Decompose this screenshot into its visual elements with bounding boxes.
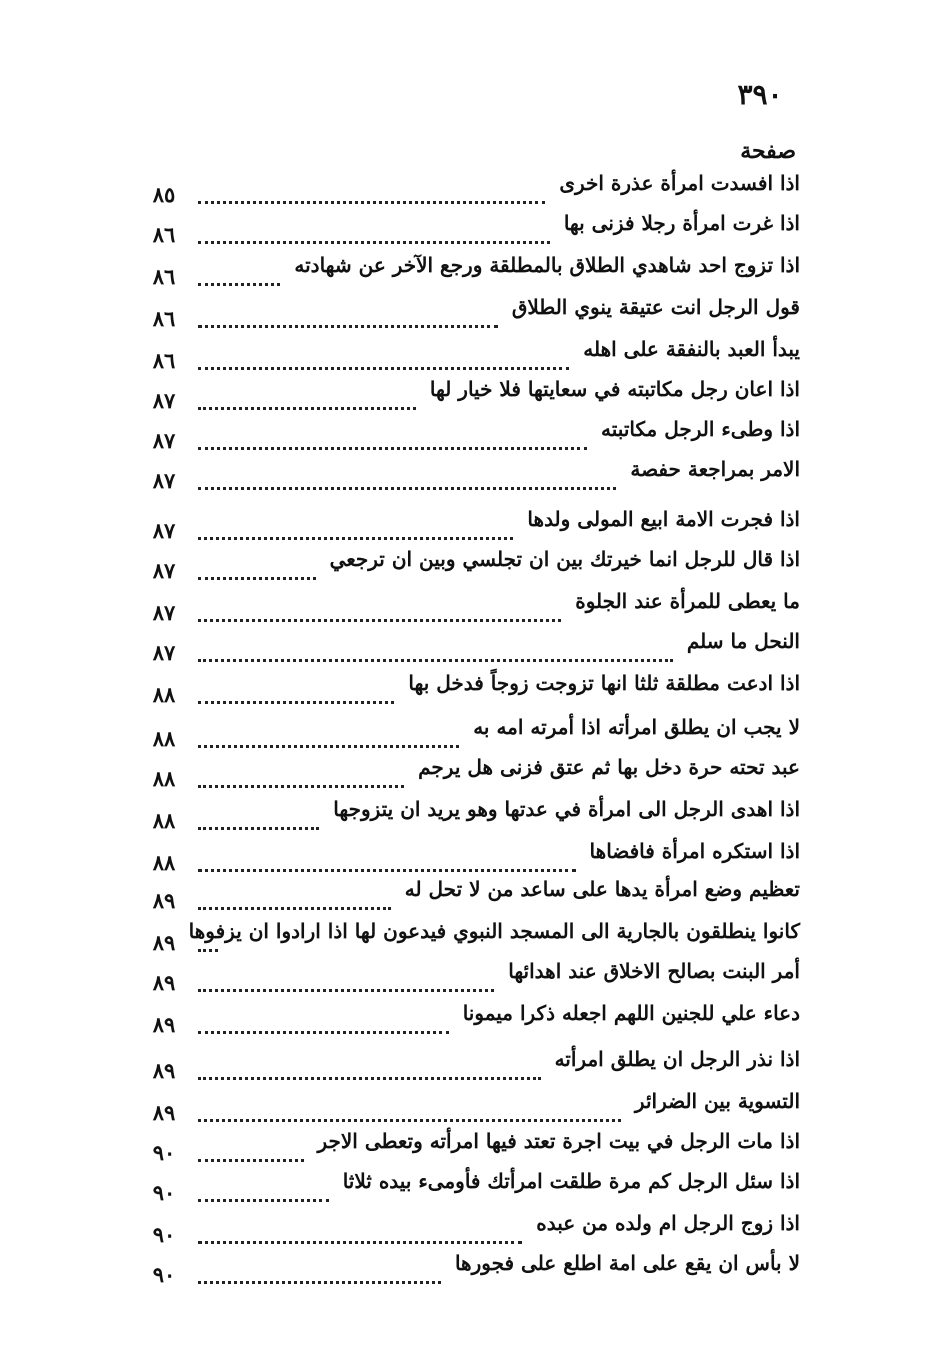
dot-leader [198, 817, 319, 830]
index-entry [140, 794, 800, 834]
entry-title: تعظيم وضع امرأة يدها على ساعد من لا تحل له [404, 877, 800, 901]
index-entry [140, 292, 800, 332]
dot-leader [198, 477, 616, 490]
entry-page-number: ٨٦ [152, 306, 176, 331]
dot-leader [198, 775, 404, 788]
dot-leader [198, 939, 218, 952]
index-entry [140, 956, 800, 996]
entry-page-number: ٨٦ [152, 222, 176, 247]
entry-page-number: ٨٧ [152, 388, 176, 413]
entry-page-number: ٩٠ [152, 1222, 176, 1247]
entry-page-number: ٨٥ [152, 182, 176, 207]
entry-title: لا يجب ان يطلق امرأته اذا أمرته امه به [473, 715, 800, 739]
dot-leader [198, 1021, 449, 1034]
column-header-page: صفحة [740, 138, 796, 164]
entry-page-number: ٨٨ [152, 850, 176, 875]
entry-title: اذا زوج الرجل ام ولده من عبده [536, 1211, 800, 1235]
entry-page-number: ٩٠ [152, 1180, 176, 1205]
index-entry [140, 668, 800, 708]
entry-page-number: ٨٧ [152, 600, 176, 625]
index-entry [140, 1044, 800, 1084]
entry-title: اذا فجرت الامة ابيع المولى ولدها [527, 507, 800, 531]
entry-page-number: ٨٩ [152, 1012, 176, 1037]
index-entry [140, 208, 800, 248]
index-entry [140, 626, 800, 666]
entry-title: اذا وطىء الرجل مكاتبته [601, 417, 800, 441]
entry-page-number: ٨٩ [152, 970, 176, 995]
dot-leader [198, 1067, 541, 1080]
dot-leader [198, 397, 416, 410]
entry-page-number: ٨٩ [152, 888, 176, 913]
entry-page-number: ٨٧ [152, 518, 176, 543]
index-entry [140, 1208, 800, 1248]
dot-leader [198, 1271, 441, 1284]
entry-title: اذا افسدت امرأة عذرة اخرى [559, 171, 800, 195]
dot-leader [198, 1231, 522, 1244]
entry-title: اذا تزوج احد شاهدي الطلاق بالمطلقة ورجع الآخر عن شهادته [294, 253, 800, 277]
dot-leader [198, 191, 545, 204]
index-entry [140, 1086, 800, 1126]
index-entry [140, 712, 800, 752]
dot-leader [198, 609, 561, 622]
entry-title: اذا مات الرجل في بيت اجرة تعتد فيها امرأته وتعطى الاجر [317, 1129, 800, 1153]
dot-leader [198, 649, 673, 662]
dot-leader [198, 1109, 621, 1122]
index-entry [140, 1166, 800, 1206]
dot-leader [198, 735, 459, 748]
entry-page-number: ٨٦ [152, 348, 176, 373]
dot-leader [198, 859, 576, 872]
index-entry [140, 586, 800, 626]
entry-title: عبد تحته حرة دخل بها ثم عتق فزنى هل يرجم [418, 755, 800, 779]
entry-page-number: ٨٦ [152, 264, 176, 289]
entry-title: دعاء علي للجنين اللهم اجعله ذكرا ميمونا [462, 1001, 800, 1025]
index-entry [140, 1248, 800, 1288]
dot-leader [198, 691, 394, 704]
entry-title: اذا قال للرجل انما خيرتك بين ان تجلسي وبين ان ترجعي [329, 547, 800, 571]
entry-page-number: ٨٨ [152, 726, 176, 751]
index-entry [140, 752, 800, 792]
index-entry [140, 544, 800, 584]
index-entry [140, 168, 800, 208]
dot-leader [198, 315, 498, 328]
page-number: ٣٩٠ [737, 78, 783, 111]
entry-title: لا بأس ان يقع على امة اطلع على فجورها [454, 1251, 800, 1275]
dot-leader [198, 357, 569, 370]
entry-title: أمر البنت بصالح الاخلاق عند اهدائها [508, 959, 800, 983]
entry-page-number: ٨٩ [152, 930, 176, 955]
entry-title: ما يعطى للمرأة عند الجلوة [575, 589, 800, 613]
entry-page-number: ٨٨ [152, 682, 176, 707]
entry-title: كانوا ينطلقون بالجارية الى المسجد النبوي فيدعون لها اذا ارادوا ان يزفوها [188, 919, 800, 943]
dot-leader [198, 437, 587, 450]
entry-page-number: ٨٧ [152, 468, 176, 493]
entry-page-number: ٨٧ [152, 428, 176, 453]
dot-leader [198, 1189, 329, 1202]
dot-leader [198, 897, 391, 910]
index-entry [140, 414, 800, 454]
entry-page-number: ٨٩ [152, 1100, 176, 1125]
entry-page-number: ٩٠ [152, 1262, 176, 1287]
entry-title: اذا ادعت مطلقة ثلثا انها تزوجت زوجاً فدخل بها [408, 671, 800, 695]
index-entry [140, 874, 800, 914]
entry-title: الامر بمراجعة حفصة [630, 457, 800, 481]
index-entry [140, 250, 800, 290]
dot-leader [198, 273, 280, 286]
index-entry [140, 1126, 800, 1166]
entry-title: اذا سئل الرجل كم مرة طلقت امرأتك فأومىء بيده ثلاثا [342, 1169, 800, 1193]
dot-leader [198, 527, 513, 540]
entry-title: يبدأ العبد بالنفقة على اهله [583, 337, 800, 361]
entry-title: التسوية بين الضرائر [634, 1089, 800, 1113]
entry-page-number: ٨٩ [152, 1058, 176, 1083]
entry-title: النحل ما سلم [686, 629, 800, 653]
entry-page-number: ٨٧ [152, 558, 176, 583]
dot-leader [198, 1149, 304, 1162]
index-entry [140, 334, 800, 374]
dot-leader [198, 231, 550, 244]
index-entry [140, 916, 800, 956]
entry-page-number: ٨٨ [152, 766, 176, 791]
entry-page-number: ٨٧ [152, 640, 176, 665]
entry-page-number: ٨٨ [152, 808, 176, 833]
index-entry [140, 998, 800, 1038]
index-entry [140, 836, 800, 876]
entry-title: اذا نذر الرجل ان يطلق امرأته [554, 1047, 800, 1071]
dot-leader [198, 567, 316, 580]
index-entry [140, 454, 800, 494]
dot-leader [198, 979, 494, 992]
entry-page-number: ٩٠ [152, 1140, 176, 1165]
entry-title: اذا اهدى الرجل الى امرأة في عدتها وهو يريد ان يتزوجها [333, 797, 800, 821]
index-entry [140, 504, 800, 544]
index-entry [140, 374, 800, 414]
entry-title: اذا اعان رجل مكاتبته في سعايتها فلا خيار لها [429, 377, 800, 401]
entry-title: قول الرجل انت عتيقة ينوي الطلاق [511, 295, 800, 319]
entry-title: اذا استكره امرأة فافضاها [589, 839, 800, 863]
entry-title: اذا غرت امرأة رجلا فزنى بها [563, 211, 800, 235]
